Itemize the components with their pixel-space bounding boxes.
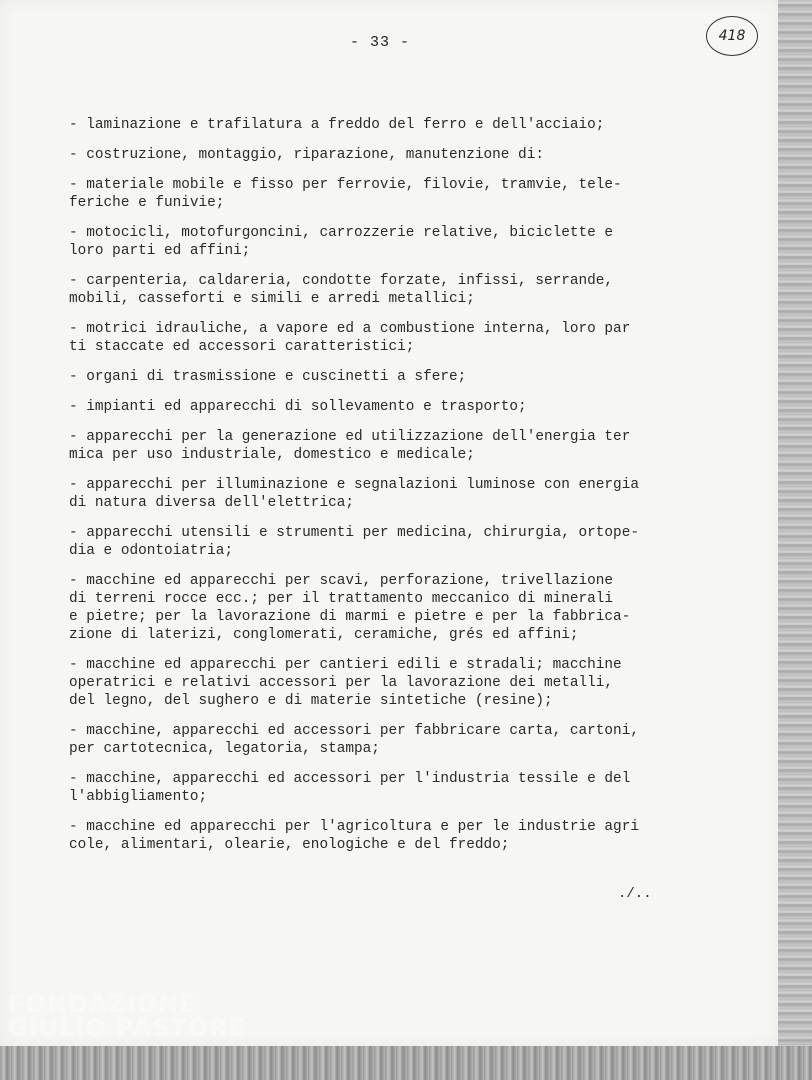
text-line: del legno, del sughero e di materie sintetiche (resine); (69, 693, 553, 709)
archive-stamp: 418 (706, 16, 758, 56)
continuation-mark: ./.. (618, 886, 652, 902)
page-number: - 33 - (349, 34, 410, 51)
text-line: operatrici e relativi accessori per la lavorazione dei metalli, (69, 675, 614, 691)
list-item (69, 476, 729, 512)
text-line: - laminazione e trafilatura a freddo del ferro e dell'acciaio; (69, 117, 605, 133)
document-body (69, 116, 729, 866)
text-line: - apparecchi per la generazione ed utilizzazione dell'energia ter (69, 429, 631, 445)
text-line: loro parti ed affini; (69, 243, 251, 259)
text-line: dia e odontoiatria; (69, 543, 234, 559)
watermark (8, 992, 246, 1040)
text-line: - costruzione, montaggio, riparazione, manutenzione di: (69, 147, 544, 163)
text-line: - materiale mobile e fisso per ferrovie, filovie, tramvie, tele- (69, 177, 622, 193)
text-line: mica per uso industriale, domestico e medicale; (69, 447, 475, 463)
text-line: - macchine, apparecchi ed accessori per l'industria tessile e del (69, 771, 631, 787)
text-line: e pietre; per la lavorazione di marmi e pietre e per la fabbrica- (69, 609, 631, 625)
text-line: di natura diversa dell'elettrica; (69, 495, 354, 511)
list-item (69, 428, 729, 464)
text-line: mobili, casseforti e simili e arredi metallici; (69, 291, 475, 307)
text-line: di terreni rocce ecc.; per il trattamento meccanico di minerali (69, 591, 614, 607)
text-line: - macchine ed apparecchi per scavi, perforazione, trivellazione (69, 573, 614, 589)
text-line: feriche e funivie; (69, 195, 225, 211)
list-item (69, 272, 729, 308)
list-item (69, 770, 729, 806)
text-line: - apparecchi utensili e strumenti per medicina, chirurgia, ortope- (69, 525, 639, 541)
text-line: cole, alimentari, olearie, enologiche e del freddo; (69, 837, 510, 853)
list-item (69, 368, 729, 386)
text-line: per cartotecnica, legatoria, stampa; (69, 741, 380, 757)
text-line: - motrici idrauliche, a vapore ed a combustione interna, loro par (69, 321, 631, 337)
list-item (69, 656, 729, 710)
scan-edge-bottom (0, 1046, 812, 1080)
list-item (69, 818, 729, 854)
text-line: - macchine, apparecchi ed accessori per fabbricare carta, cartoni, (69, 723, 639, 739)
text-line: - carpenteria, caldareria, condotte forzate, infissi, serrande, (69, 273, 614, 289)
watermark-line: FONDAZIONE (8, 990, 197, 1018)
list-item (69, 320, 729, 356)
list-item (69, 722, 729, 758)
scan-edge-right (778, 0, 812, 1080)
text-line: - macchine ed apparecchi per cantieri edili e stradali; macchine (69, 657, 622, 673)
list-item (69, 524, 729, 560)
text-line: - motocicli, motofurgoncini, carrozzerie relative, biciclette e (69, 225, 614, 241)
text-line: zione di laterizi, conglomerati, ceramiche, grés ed affini; (69, 627, 579, 643)
list-item (69, 176, 729, 212)
watermark-line: GIULIO PASTORE (8, 1014, 246, 1042)
list-item (69, 224, 729, 260)
text-line: - macchine ed apparecchi per l'agricoltura e per le industrie agri (69, 819, 639, 835)
text-line: - apparecchi per illuminazione e segnalazioni luminose con energia (69, 477, 639, 493)
list-item (69, 572, 729, 644)
list-item (69, 146, 729, 164)
text-line: - impianti ed apparecchi di sollevamento e trasporto; (69, 399, 527, 415)
text-line: ti staccate ed accessori caratteristici; (69, 339, 415, 355)
text-line: l'abbigliamento; (69, 789, 208, 805)
list-item (69, 116, 729, 134)
list-item (69, 398, 729, 416)
text-line: - organi di trasmissione e cuscinetti a sfere; (69, 369, 467, 385)
